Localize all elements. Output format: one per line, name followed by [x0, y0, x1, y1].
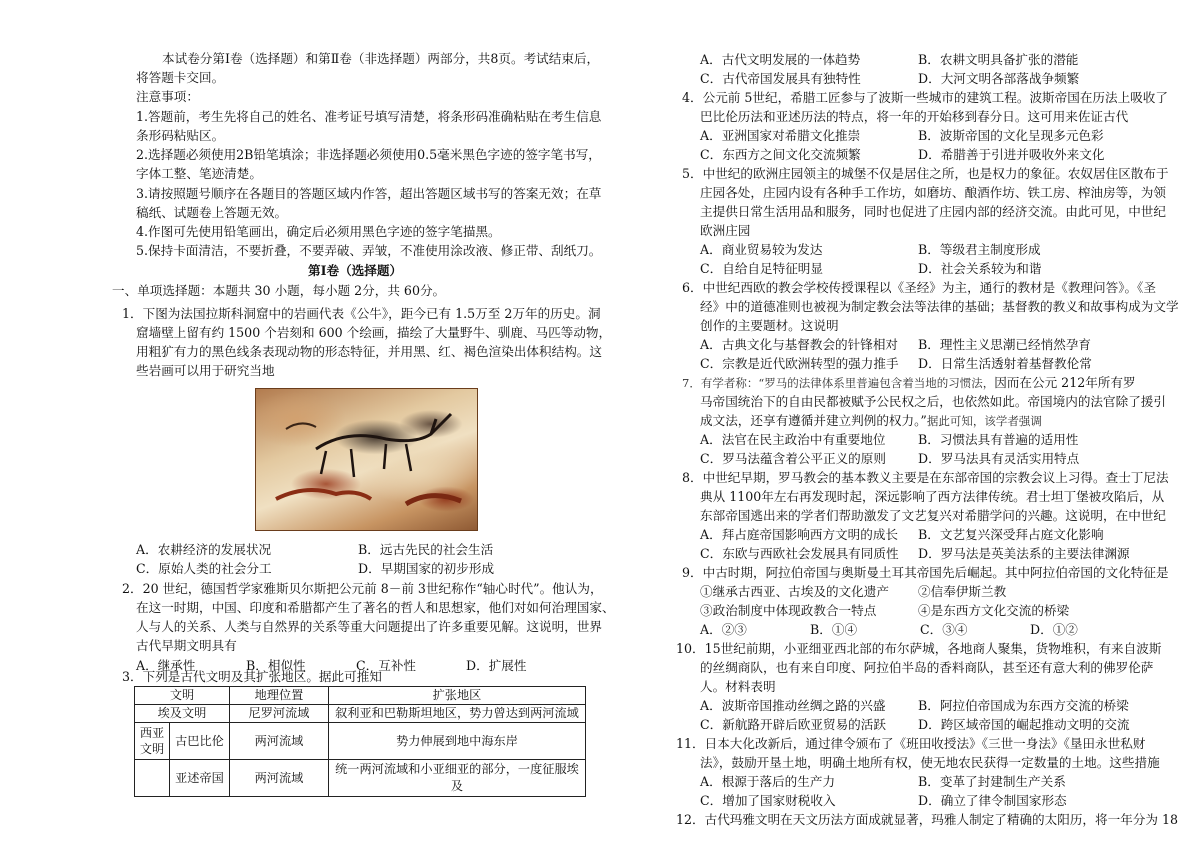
q1-option-d: D．早期国家的初步形成 — [358, 561, 495, 576]
question-5-text: 庄园各处，庄园内设有各种手工作坊，如磨坊、酿酒作坊、铁工房、榨油房等，为领 — [700, 185, 1166, 200]
q11-option-c: C．增加了国家财税收入 — [700, 793, 836, 808]
q1-option-b: B．远古先民的社会生活 — [358, 542, 494, 557]
q9-item: ③政治制度中体现政教合一特点 — [700, 603, 877, 618]
table-cell: 两河流域 — [230, 760, 329, 797]
civilization-table — [134, 686, 586, 797]
group-label: 西亚文明 — [135, 723, 170, 759]
q4-option-b: B．波斯帝国的文化呈现多元色彩 — [918, 128, 1104, 143]
q10-option-a: A．波斯帝国推动丝绸之路的兴盛 — [700, 698, 886, 713]
question-7-text — [682, 374, 1136, 392]
question-4-text: 4．公元前 5世纪，希腊工匠参与了波斯一些城市的建筑工程。波斯帝国在历法上吸收了 — [682, 90, 1168, 105]
table-cell-group — [135, 760, 230, 797]
intro-line: 本试卷分第Ⅰ卷（选择题）和第Ⅱ卷（非选择题）两部分，共8页。考试结束后， — [162, 51, 600, 66]
notice-item: 4.作图可先使用铅笔画出，确定后必须用黑色字迹的签字笔描黑。 — [136, 224, 501, 239]
q3-option-d: D．大河文明各部落战争频繁 — [918, 71, 1080, 86]
q7-option-a: A．法官在民主政治中有重要地位 — [700, 432, 886, 447]
question-1-text: 1．下图为法国拉斯科洞窟中的岩画代表《公牛》，距今已有 1.5万至 2万年的历史。洞 — [122, 306, 601, 321]
q3-option-b: B．农耕文明具备扩张的潜能 — [918, 52, 1079, 67]
notice-item: 字体工整、笔迹清楚。 — [136, 166, 262, 181]
q2-option-c: C．互补性 — [356, 658, 417, 673]
question-2-text: 古代早期文明具有 — [136, 638, 237, 653]
q5-option-c: C．自给自足特征明显 — [700, 261, 823, 276]
section-instruction: 一、单项选择题：本题共 30 小题，每小题 2分，共 60分。 — [112, 283, 446, 298]
q2-option-a: A．继承性 — [136, 658, 196, 673]
question-3-text: 3．下列是古代文明及其扩张地区。据此可推知 — [122, 669, 382, 684]
question-12-text: 12．古代玛雅文明在天文历法方面成就显著，玛雅人制定了精确的太阳历，将一年分为 18 — [676, 812, 1179, 827]
q5-option-a: A．商业贸易较为发达 — [700, 242, 823, 257]
q9-item: ④是东西方文化交流的桥梁 — [918, 603, 1070, 618]
intro-line: 将答题卡交回。 — [136, 70, 225, 85]
q2-option-d: D．扩展性 — [466, 658, 527, 673]
bull-drawing — [256, 389, 477, 530]
table-cell: 叙利亚和巴勒斯坦地区，势力曾达到两河流域 — [329, 705, 586, 723]
question-7-text — [700, 412, 1042, 430]
q5-option-b: B．等级君主制度形成 — [918, 242, 1041, 257]
question-7-text-part: 因而在公元 212年所有罗 — [994, 375, 1136, 390]
table-header: 地理位置 — [230, 687, 329, 705]
table-header: 扩张地区 — [329, 687, 586, 705]
table-cell: 亚述帝国 — [175, 771, 224, 785]
q6-option-a: A．古典文化与基督教会的针锋相对 — [700, 337, 899, 352]
table-cell: 古巴比伦 — [175, 734, 224, 748]
table-row — [135, 705, 586, 723]
question-6-text: 创作的主要题材。这说明 — [700, 318, 839, 333]
q7-option-c: C．罗马法蕴含着公平正义的原则 — [700, 451, 886, 466]
notice-item: 条形码粘贴区。 — [136, 128, 225, 143]
question-7-text: 马帝国统治下的自由民都被赋予公民权之后，也依然如此。帝国境内的法官除了援引 — [700, 394, 1166, 409]
table-cell: 两河流域 — [230, 723, 329, 760]
table-row — [135, 760, 586, 797]
question-5-text: 欧洲庄园 — [700, 223, 751, 238]
q8-option-a: A．拜占庭帝国影响西方文明的成长 — [700, 527, 899, 542]
section-title: 第Ⅰ卷（选择题） — [308, 263, 403, 278]
table-cell: 势力伸展到地中海东岸 — [329, 723, 586, 760]
question-2-text: 2．20 世纪，德国哲学家雅斯贝尔斯把公元前 8－前 3世纪称作“轴心时代”。他认为， — [122, 581, 603, 596]
q9-option-d: D．①② — [1030, 622, 1078, 637]
q10-option-c: C．新航路开辟后欧亚贸易的活跃 — [700, 717, 886, 732]
q9-item: ①继承古西亚、古埃及的文化遗产 — [700, 584, 889, 599]
q3-option-a: A．古代文明发展的一体趋势 — [700, 52, 861, 67]
cave-painting-image — [255, 388, 478, 531]
question-9-text: 9．中古时期，阿拉伯帝国与奥斯曼土耳其帝国先后崛起。其中阿拉伯帝国的文化特征是 — [682, 565, 1169, 580]
q9-option-b: B．①④ — [810, 622, 858, 637]
q8-option-d: D．罗马法是英美法系的主要法律渊源 — [918, 546, 1130, 561]
q6-option-c: C．宗教是近代欧洲转型的强力推手 — [700, 356, 899, 371]
question-2-text: 在这一时期，中国、印度和希腊都产生了著名的哲人和思想家，他们对如何治理国家、 — [136, 600, 615, 615]
q6-option-b: B．理性主义思潮已经悄然孕育 — [918, 337, 1091, 352]
notice-item: 稿纸、试题卷上答题无效。 — [136, 205, 288, 220]
q9-option-c: C．③④ — [920, 622, 968, 637]
notice-item: 5.保持卡面清洁，不要折叠，不要弄破、弄皱，不准使用涂改液、修正带、刮纸刀。 — [136, 243, 602, 258]
table-header: 文明 — [135, 687, 230, 705]
q8-option-c: C．东欧与西欧社会发展具有同质性 — [700, 546, 899, 561]
question-10-text: 10．15世纪前期，小亚细亚西北部的布尔萨城，各地商人聚集，货物堆积，有来自波斯 — [676, 641, 1162, 656]
q3-option-c: C．古代帝国发展具有独特性 — [700, 71, 861, 86]
table-row — [135, 723, 586, 760]
table-cell: 统一两河流域和小亚细亚的部分，一度征服埃及 — [329, 760, 586, 797]
table-cell: 埃及文明 — [135, 705, 230, 723]
q10-option-d: D．跨区域帝国的崛起推动文明的交流 — [918, 717, 1130, 732]
question-8-text: 东部帝国逃出来的学者们帮助激发了文艺复兴对希腊学问的兴趣。这说明，在中世纪 — [700, 508, 1166, 523]
question-11-text: 法》，鼓励开垦土地，明确土地所有权，使无地农民获得一定数量的土地。这些措施 — [700, 755, 1160, 770]
question-8-text: 典从 1100年左右再发现时起，深远影响了西方法律传统。君士坦丁堡被攻陷后，从 — [700, 489, 1165, 504]
q6-option-d: D．日常生活透射着基督教伦常 — [918, 356, 1092, 371]
q5-option-d: D．社会关系较为和谐 — [918, 261, 1042, 276]
q11-option-d: D．确立了律令制国家形态 — [918, 793, 1067, 808]
question-2-text: 人与人的关系、人类与自然界的关系等重大问题提出了许多重要见解。这说明，世界 — [136, 619, 602, 634]
q9-item: ②信奉伊斯兰教 — [918, 584, 1007, 599]
question-11-text: 11．日本大化改新后，通过律令颁布了《班田收授法》《三世一身法》《垦田永世私财 — [676, 736, 1146, 751]
question-10-text: 人。材料表明 — [700, 679, 776, 694]
question-6-text: 经》中的道德准则也被视为制定教会法等法律的基础；基督教的教义和故事构成为文学 — [700, 299, 1179, 314]
q9-option-a: A．②③ — [700, 622, 747, 637]
q7-option-d: D．罗马法具有灵活实用特点 — [918, 451, 1080, 466]
question-10-text: 的丝绸商队，也有来自印度、阿拉伯半岛的香料商队，甚至还有意大利的佛罗伦萨 — [700, 660, 1154, 675]
question-4-text: 巴比伦历法和亚述历法的特点，将一年的开始移到春分日。这可用来佐证古代 — [700, 109, 1129, 124]
q8-option-b: B．文艺复兴深受拜占庭文化影响 — [918, 527, 1104, 542]
question-7-text-part: 成文法，还享有遵循并建立判例的权力。” — [700, 413, 927, 428]
q4-option-c: C．东西方之间文化交流频繁 — [700, 147, 861, 162]
q11-option-b: B．变革了封建制生产关系 — [918, 774, 1066, 789]
notice-item: 1.答题前，考生先将自己的姓名、准考证号填写清楚，将条形码准确粘贴在考生信息 — [136, 109, 602, 124]
notice-item: 3.请按照题号顺序在各题目的答题区域内作答，超出答题区域书写的答案无效；在草 — [136, 186, 602, 201]
question-1-text: 窟墙壁上留有约 1500 个岩刻和 600 个绘画，描绘了大量野牛、驯鹿、马匹等动物， — [136, 325, 612, 340]
question-1-text: 些岩画可以用于研究当地 — [136, 363, 275, 378]
q1-option-a: A．农耕经济的发展状况 — [136, 542, 272, 557]
question-1-text: 用粗犷有力的黑色线条表现动物的形态特征，并用黑、红、褐色渲染出体积结构。这 — [136, 344, 602, 359]
table-cell: 尼罗河流域 — [230, 705, 329, 723]
table-cell-group — [135, 723, 230, 760]
question-6-text: 6．中世纪西欧的教会学校传授课程以《圣经》为主，通行的教材是《教理问答》。《圣 — [682, 280, 1156, 295]
table-header-row — [135, 687, 586, 705]
question-5-text: 主提供日常生活用品和服务，同时也促进了庄园内部的经济交流。由此可见，中世纪 — [700, 204, 1166, 219]
question-7-quote: 7．有学者称：“罗马的法律体系里普遍包含着当地的习惯法， — [682, 376, 995, 390]
q2-option-b: B．相似性 — [246, 658, 306, 673]
q4-option-a: A．亚洲国家对希腊文化推崇 — [700, 128, 861, 143]
q1-option-c: C．原始人类的社会分工 — [136, 561, 272, 576]
question-8-text: 8．中世纪早期，罗马教会的基本教义主要是在东部帝国的宗教会议上习得。查士丁尼法 — [682, 470, 1169, 485]
q4-option-d: D．希腊善于引进并吸收外来文化 — [918, 147, 1105, 162]
q10-option-b: B．阿拉伯帝国成为东西方交流的桥梁 — [918, 698, 1129, 713]
q11-option-a: A．根源于落后的生产力 — [700, 774, 836, 789]
notice-item: 2.选择题必须使用2B铅笔填涂；非选择题必须使用0.5毫米黑色字迹的签字笔书写， — [136, 147, 601, 162]
notice-heading: 注意事项： — [136, 89, 199, 104]
question-5-text: 5．中世纪的欧洲庄园领主的城堡不仅是居住之所，也是权力的象征。农奴居住区散布于 — [682, 166, 1169, 181]
q7-option-b: B．习惯法具有普遍的适用性 — [918, 432, 1079, 447]
question-7-tail: 据此可知，该学者强调 — [926, 414, 1042, 428]
